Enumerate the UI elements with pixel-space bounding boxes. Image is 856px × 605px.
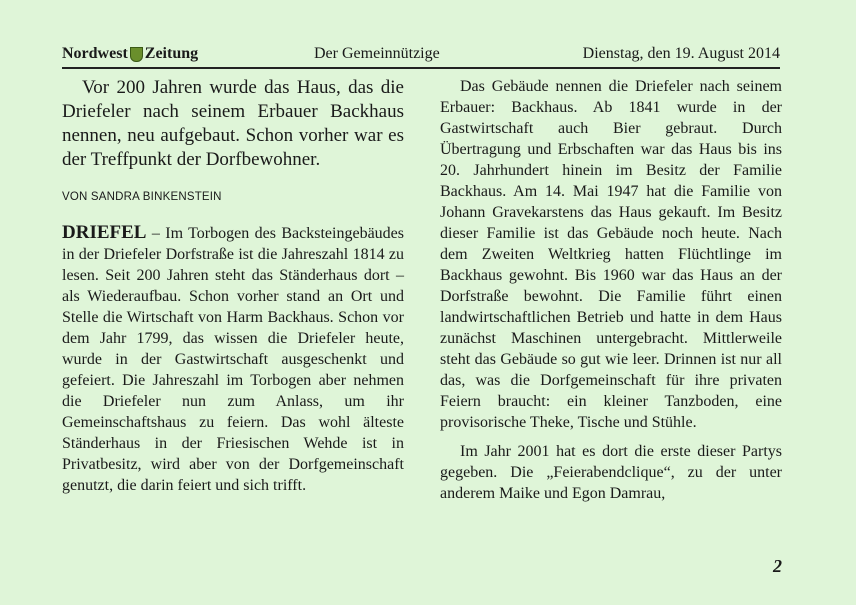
paragraph-1-text: – Im Torbogen des Backsteingebäudes in der Driefeler Dorfstraße ist die Jahreszahl 1814 zu lesen. Seit 200 Jahren steht das Ständerhaus dort – als Wiederaufbau. Schon vorher stand an Ort und Stelle die Wirtschaft von Harm Backhaus. Schon vor dem Jahr 1799, das wissen die Driefeler heute, wurde in der Gastwirtschaft ausgeschenkt und gefeiert. Die Jahreszahl im Torbogen aber nehmen die Driefeler nun zum Anlass, um ihr Gemeinschaftshaus zu feiern. Das wohl älteste Ständerhaus in der Friesischen Wehde ist in Privatbesitz, wird aber von der Dorfgemeinschaft genutzt, die darin feiert und sich trifft. — [62, 225, 404, 494]
newspaper-logo — [62, 45, 198, 63]
article-paragraph-3: Im Jahr 2001 hat es dort die erste dieser Partys gegeben. Die „Feierabendclique“, zu der unter anderem Maike und Egon Damrau, — [440, 443, 782, 502]
section-title: Der Gemeinnützige — [314, 45, 440, 62]
article-paragraph-2: Das Gebäude nennen die Driefeler nach seinem Erbauer: Backhaus. Ab 1841 wurde in der Gastwirtschaft auch Bier gebraut. Durch Übertragung und Erbschaften war das Haus bis ins 20. Jahrhundert hinein im Besitz der Familie Backhaus. Am 14. Mai 1947 hat die Familie von Johann Gravekarstens das Haus gekauft. Im Besitz dieser Familie ist das Gebäude noch heute. Nach dem Zweiten Weltkrieg hatten Flüchtlinge im Backhaus gewohnt. Bis 1960 war das Haus an der Dorfstraße bewohnt. Die Familie führt einen landwirtschaftlichen Betrieb und hatte in dem Haus zunächst Maschinen untergebracht. Mittlerweile steht das Gebäude so gut wie leer. Drinnen ist nur all das, was die Dorfgemeinschaft für ihre privaten Feiern braucht: ein kleiner Tanzboden, eine provisorische Theke, Tische und Stühle. — [440, 78, 782, 431]
column-left — [62, 76, 404, 496]
article-paragraph-1 — [62, 222, 404, 496]
brand-name-left: Nordwest — [62, 45, 128, 62]
article-byline: VON SANDRA BINKENSTEIN — [62, 191, 222, 203]
issue-date: Dienstag, den 19. August 2014 — [582, 45, 780, 62]
column-right — [440, 76, 782, 504]
article-lede: Vor 200 Jahren wurde das Haus, das die Driefeler nach seinem Erbauer Backhaus nennen, neu aufgebaut. Schon vorher war es der Treffpunkt der Dorfbewohner. — [62, 77, 404, 170]
crest-icon — [130, 47, 143, 62]
page-number: 2 — [773, 556, 782, 576]
page-header — [62, 45, 780, 69]
article-dateline: DRIEFEL — [62, 222, 147, 243]
brand-name-right: Zeitung — [144, 45, 199, 62]
